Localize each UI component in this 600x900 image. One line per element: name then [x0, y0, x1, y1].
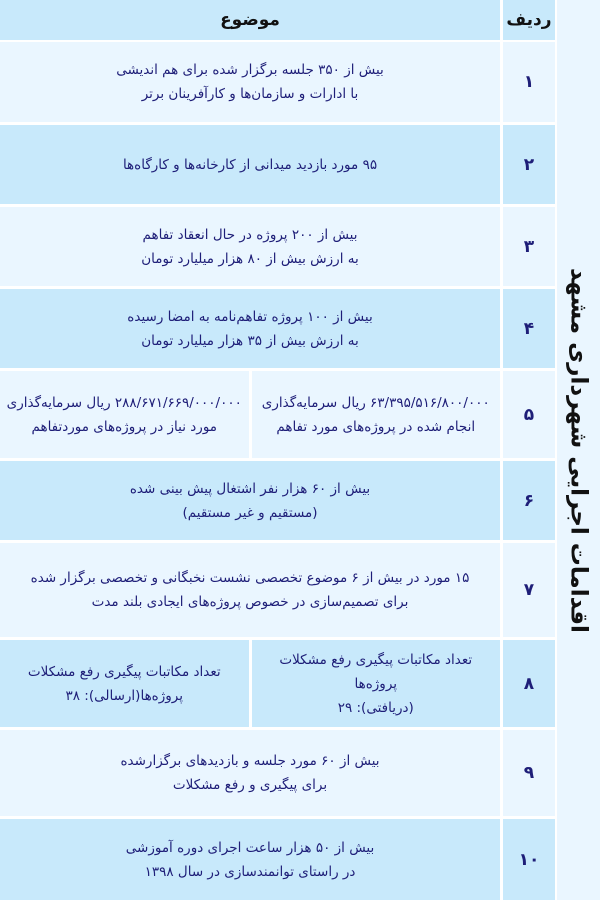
table-row: [0, 640, 555, 727]
table-row: [0, 125, 555, 204]
row-number: ۸: [503, 640, 555, 727]
subject-text-line: ۶۳/۳۹۵/۵۱۶/۸۰۰/۰۰۰ ریال سرمایه‌گذاری: [261, 394, 490, 411]
subject-text-line: بیش از ۵۰ هزار ساعت اجرای دوره آموزشی: [125, 839, 375, 856]
subject-text-line: ۲۸۸/۶۷۱/۶۶۹/۰۰۰/۰۰۰ ریال سرمایه‌گذاری: [6, 394, 242, 411]
subject-cell: [0, 640, 249, 727]
table-row: [0, 42, 555, 122]
row-number: ۱۰: [503, 819, 555, 900]
row-number: ۴: [503, 289, 555, 368]
subject-text-line: ۱۵ مورد در بیش از ۶ موضوع تخصصی نشست نخبگانی و تخصصی برگزار شده: [30, 570, 470, 586]
subject-text-line: ۹۵ مورد بازدید میدانی از کارخانه‌ها و کارگاه‌ها: [122, 156, 378, 173]
table-row: [0, 371, 555, 458]
row-number: ۱: [503, 42, 555, 122]
table-row: [0, 207, 555, 286]
subject-text-line: (دریافتی): ۲۹: [337, 699, 414, 716]
subject-cell: [0, 543, 500, 637]
subject-text-line: بیش از ۶۰ مورد جلسه و بازدیدهای برگزارشده: [120, 753, 380, 769]
subject-text-line: بیش از ۱۰۰ پروژه تفاهم‌نامه به امضا رسیده: [127, 308, 373, 325]
subject-text-line: بیش از ۳۵۰ جلسه برگزار شده برای هم اندیشی: [116, 62, 384, 78]
row-content: [0, 42, 500, 122]
row-content: [0, 125, 500, 204]
subject-cell: [0, 371, 249, 458]
subject-text-line: به ارزش بیش از ۳۵ هزار میلیارد تومان: [141, 332, 359, 349]
row-number: ۷: [503, 543, 555, 637]
header-subject-cell: [0, 0, 500, 40]
subject-cell: [0, 125, 500, 204]
row-content: [0, 207, 500, 286]
subject-text-line: مورد نیاز در پروژه‌های موردتفاهم: [31, 418, 218, 435]
row-content: [0, 371, 500, 458]
subject-cell: [0, 289, 500, 368]
table-row: [0, 819, 555, 900]
subject-cell: [0, 819, 500, 900]
subject-text-line: برای تصمیم‌سازی در خصوص پروژه‌های ایجادی بلند مدت: [91, 594, 409, 610]
subject-text-line: برای پیگیری و رفع مشکلات: [172, 777, 328, 793]
subject-text-line: به ارزش بیش از ۸۰ هزار میلیارد تومان: [141, 250, 359, 267]
row-number: ۵: [503, 371, 555, 458]
row-content: [0, 640, 500, 727]
subject-cell: [252, 640, 501, 727]
table-header: [0, 0, 555, 40]
subject-text-line: بیش از ۶۰ هزار نفر اشتغال پیش بینی شده: [129, 480, 371, 497]
subject-cell: [0, 207, 500, 286]
subject-text-line: انجام شده در پروژه‌های مورد تفاهم: [276, 418, 476, 435]
subject-cell: [0, 42, 500, 122]
row-number: ۳: [503, 207, 555, 286]
row-content: [0, 289, 500, 368]
subject-text-line: (مستقیم و غیر مستقیم): [182, 504, 318, 521]
subject-cell: [0, 730, 500, 816]
subject-text-line: در راستای توانمندسازی در سال ۱۳۹۸: [144, 863, 356, 880]
subject-text-line: با ادارات و سازمان‌ها و کارآفرینان برتر: [141, 86, 359, 102]
row-content: [0, 730, 500, 816]
row-number: ۹: [503, 730, 555, 816]
subject-text-line: پروژه‌ها(ارسالی): ۳۸: [65, 687, 183, 704]
subject-text-line: تعداد مکاتبات پیگیری رفع مشکلات پروژه‌ها: [279, 651, 473, 692]
side-title: اقدامات اجرایی شهرداری مشهد: [565, 267, 592, 633]
subject-cell: [252, 371, 501, 458]
header-row-label: ردیف: [503, 0, 555, 40]
row-content: [0, 461, 500, 540]
table-row: [0, 289, 555, 368]
subject-cell: [0, 461, 500, 540]
row-content: [0, 819, 500, 900]
side-title-panel: [557, 0, 600, 900]
subject-text-line: تعداد مکاتبات پیگیری رفع مشکلات: [27, 663, 221, 680]
row-content: [0, 543, 500, 637]
row-number: ۲: [503, 125, 555, 204]
table-row: [0, 543, 555, 637]
table-row: [0, 730, 555, 816]
row-number: ۶: [503, 461, 555, 540]
table-row: [0, 461, 555, 540]
header-subject-label: موضوع: [0, 0, 500, 40]
subject-text-line: بیش از ۲۰۰ پروژه در حال انعقاد تفاهم: [142, 226, 358, 243]
